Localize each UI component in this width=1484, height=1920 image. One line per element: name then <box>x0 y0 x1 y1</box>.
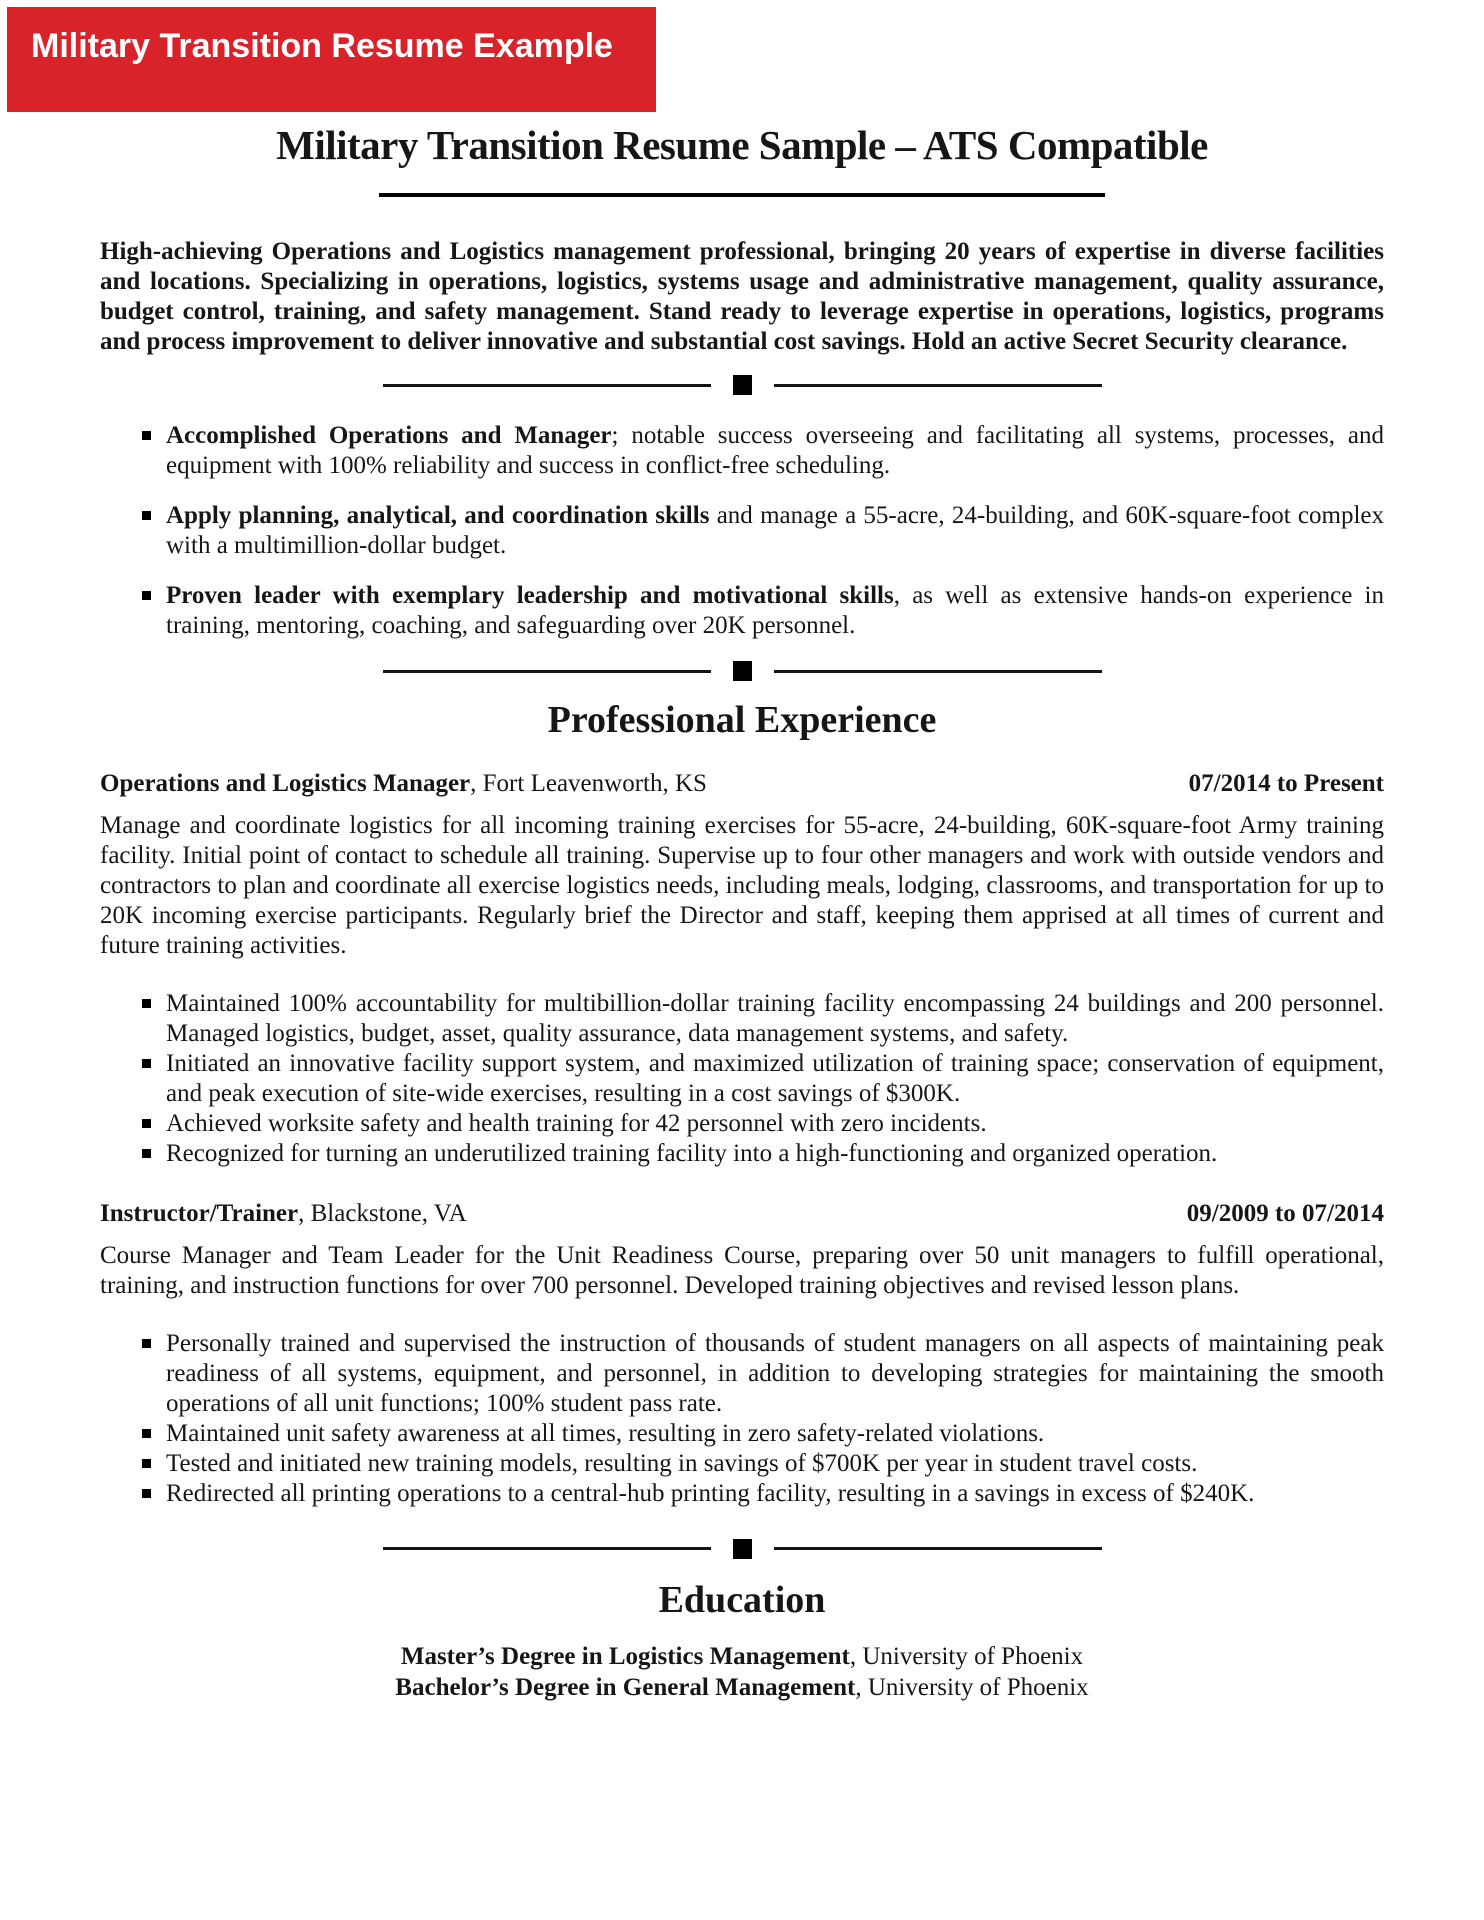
bullet-square-icon <box>142 1429 151 1438</box>
education-heading: Education <box>658 1578 826 1621</box>
bullet-square-icon <box>142 591 151 600</box>
job-bullet-text: Personally trained and supervised the instruction of thousands of student managers on all aspects of maintaining peak readiness of all systems, equipment, and personnel, in addition to developing strategies for maintaining the smooth operations of all unit functions; 100% student pass rate. <box>166 1329 1384 1417</box>
section-divider <box>100 661 1384 681</box>
job-bullet-text: Tested and initiated new training models, resulting in savings of $700K per year in student travel costs. <box>166 1449 1198 1477</box>
job-bullet-text: Maintained unit safety awareness at all times, resulting in zero safety-related violations. <box>166 1419 1045 1447</box>
job-bullet-list <box>100 1329 1384 1509</box>
list-item <box>100 1419 1384 1449</box>
list-item <box>100 581 1384 641</box>
job-description: Course Manager and Team Leader for the Unit Readiness Course, preparing over 50 unit managers to fulfill operational, training, and instruction functions for over 700 personnel. Developed training objectives and revised lesson plans. <box>100 1241 1384 1299</box>
education-item <box>100 1641 1384 1672</box>
job-bullet-text: Redirected all printing operations to a central-hub printing facility, resulting in a savings in excess of $240K. <box>166 1479 1255 1507</box>
job-title-line <box>100 1199 467 1229</box>
highlight-lead: Apply planning, analytical, and coordination skills <box>166 502 710 530</box>
job-header <box>100 769 1384 799</box>
highlight-rest: , as well as extensive hands-on experience in training, mentoring, coaching, and safeguarding over 20K personnel. <box>166 582 1384 640</box>
divider-square-icon <box>733 661 752 681</box>
bullet-square-icon <box>142 1059 151 1068</box>
divider-line <box>774 1547 1102 1550</box>
title-underline <box>379 193 1105 197</box>
list-item <box>100 1449 1384 1479</box>
job-location: , Blackstone, VA <box>298 1199 467 1227</box>
job-title-line <box>100 769 707 799</box>
job-header <box>100 1199 1384 1229</box>
experience-heading: Professional Experience <box>547 699 937 742</box>
banner-label: Military Transition Resume Example <box>31 27 613 65</box>
job-dates: 07/2014 to Present <box>1188 769 1384 797</box>
job-title: Operations and Logistics Manager <box>100 769 471 797</box>
bullet-square-icon <box>142 1339 151 1348</box>
list-item <box>100 1139 1384 1169</box>
list-item <box>100 1479 1384 1509</box>
job-bullet-text: Initiated an innovative facility support system, and maximized utilization of training space; conservation of equipment, and peak execution of site-wide exercises, resulting in a cost savings of $300K. <box>166 1049 1384 1107</box>
school-name: , University of Phoenix <box>855 1673 1089 1701</box>
bullet-square-icon <box>142 431 151 440</box>
resume-title: Military Transition Resume Sample – ATS Compatible <box>276 122 1208 168</box>
bullet-square-icon <box>142 1119 151 1128</box>
job-location: , Fort Leavenworth, KS <box>470 769 707 797</box>
list-item <box>100 421 1384 481</box>
job-bullet-text: Recognized for turning an underutilized training facility into a high-functioning and organized operation. <box>166 1139 1218 1167</box>
highlight-lead: Proven leader with exemplary leadership and motivational skills <box>166 582 894 610</box>
job-bullet-list <box>100 989 1384 1169</box>
bullet-square-icon <box>142 511 151 520</box>
section-divider <box>100 1539 1384 1559</box>
list-item <box>100 1049 1384 1109</box>
bullet-square-icon <box>142 1459 151 1468</box>
highlight-rest: and manage a 55-acre, 24-building, and 60K-square-foot complex with a multimillion-dollar budget. <box>166 502 1384 560</box>
divider-line <box>774 384 1102 387</box>
highlight-text <box>166 421 1384 481</box>
highlight-text <box>166 501 1384 561</box>
education-list <box>100 1641 1384 1703</box>
divider-line <box>383 670 711 673</box>
highlight-lead: Accomplished Operations and Manager <box>166 422 612 450</box>
highlight-rest: ; notable success overseeing and facilitating all systems, processes, and equipment with 100% reliability and success in conflict-free scheduling. <box>166 422 1384 480</box>
divider-square-icon <box>733 1539 752 1559</box>
bullet-square-icon <box>142 1149 151 1158</box>
divider-line <box>383 384 711 387</box>
job-bullet-text: Achieved worksite safety and health training for 42 personnel with zero incidents. <box>166 1109 987 1137</box>
degree-name: Bachelor’s Degree in General Management <box>395 1673 856 1701</box>
highlight-list <box>100 421 1384 641</box>
school-name: , University of Phoenix <box>849 1642 1084 1670</box>
divider-line <box>383 1547 711 1550</box>
section-divider <box>100 375 1384 395</box>
education-item <box>100 1672 1384 1703</box>
list-item <box>100 1329 1384 1419</box>
list-item <box>100 501 1384 561</box>
job-title: Instructor/Trainer <box>100 1199 299 1227</box>
job-bullet-text: Maintained 100% accountability for multibillion-dollar training facility encompassing 24 buildings and 200 personnel. Managed logistics, budget, asset, quality assurance, data management systems, and safety. <box>166 989 1384 1047</box>
highlight-text <box>166 581 1384 641</box>
degree-name: Master’s Degree in Logistics Management <box>400 1642 850 1670</box>
list-item <box>100 1109 1384 1139</box>
list-item <box>100 989 1384 1049</box>
job-dates: 09/2009 to 07/2014 <box>1186 1199 1384 1227</box>
bullet-square-icon <box>142 999 151 1008</box>
job-description: Manage and coordinate logistics for all incoming training exercises for 55-acre, 24-building, 60K-square-foot Army training facility. Initial point of contact to schedule all training. Supervise up to four other managers and work with outside vendors and contractors to plan and coordinate all exercise logistics needs, including meals, lodging, classrooms, and transportation for up to 20K incoming exercise participants. Regularly brief the Director and staff, keeping them apprised at all times of current and future training activities. <box>100 811 1384 959</box>
divider-square-icon <box>733 375 752 395</box>
divider-line <box>774 670 1102 673</box>
summary-paragraph: High-achieving Operations and Logistics management professional, bringing 20 years of expertise in diverse facilities and locations. Specializing in operations, logistics, systems usage and administrative management, quality assurance, budget control, training, and safety management. Stand ready to leverage expertise in operations, logistics, programs and process improvement to deliver innovative and substantial cost savings. Hold an active Secret Security clearance. <box>100 238 1384 356</box>
bullet-square-icon <box>142 1489 151 1498</box>
